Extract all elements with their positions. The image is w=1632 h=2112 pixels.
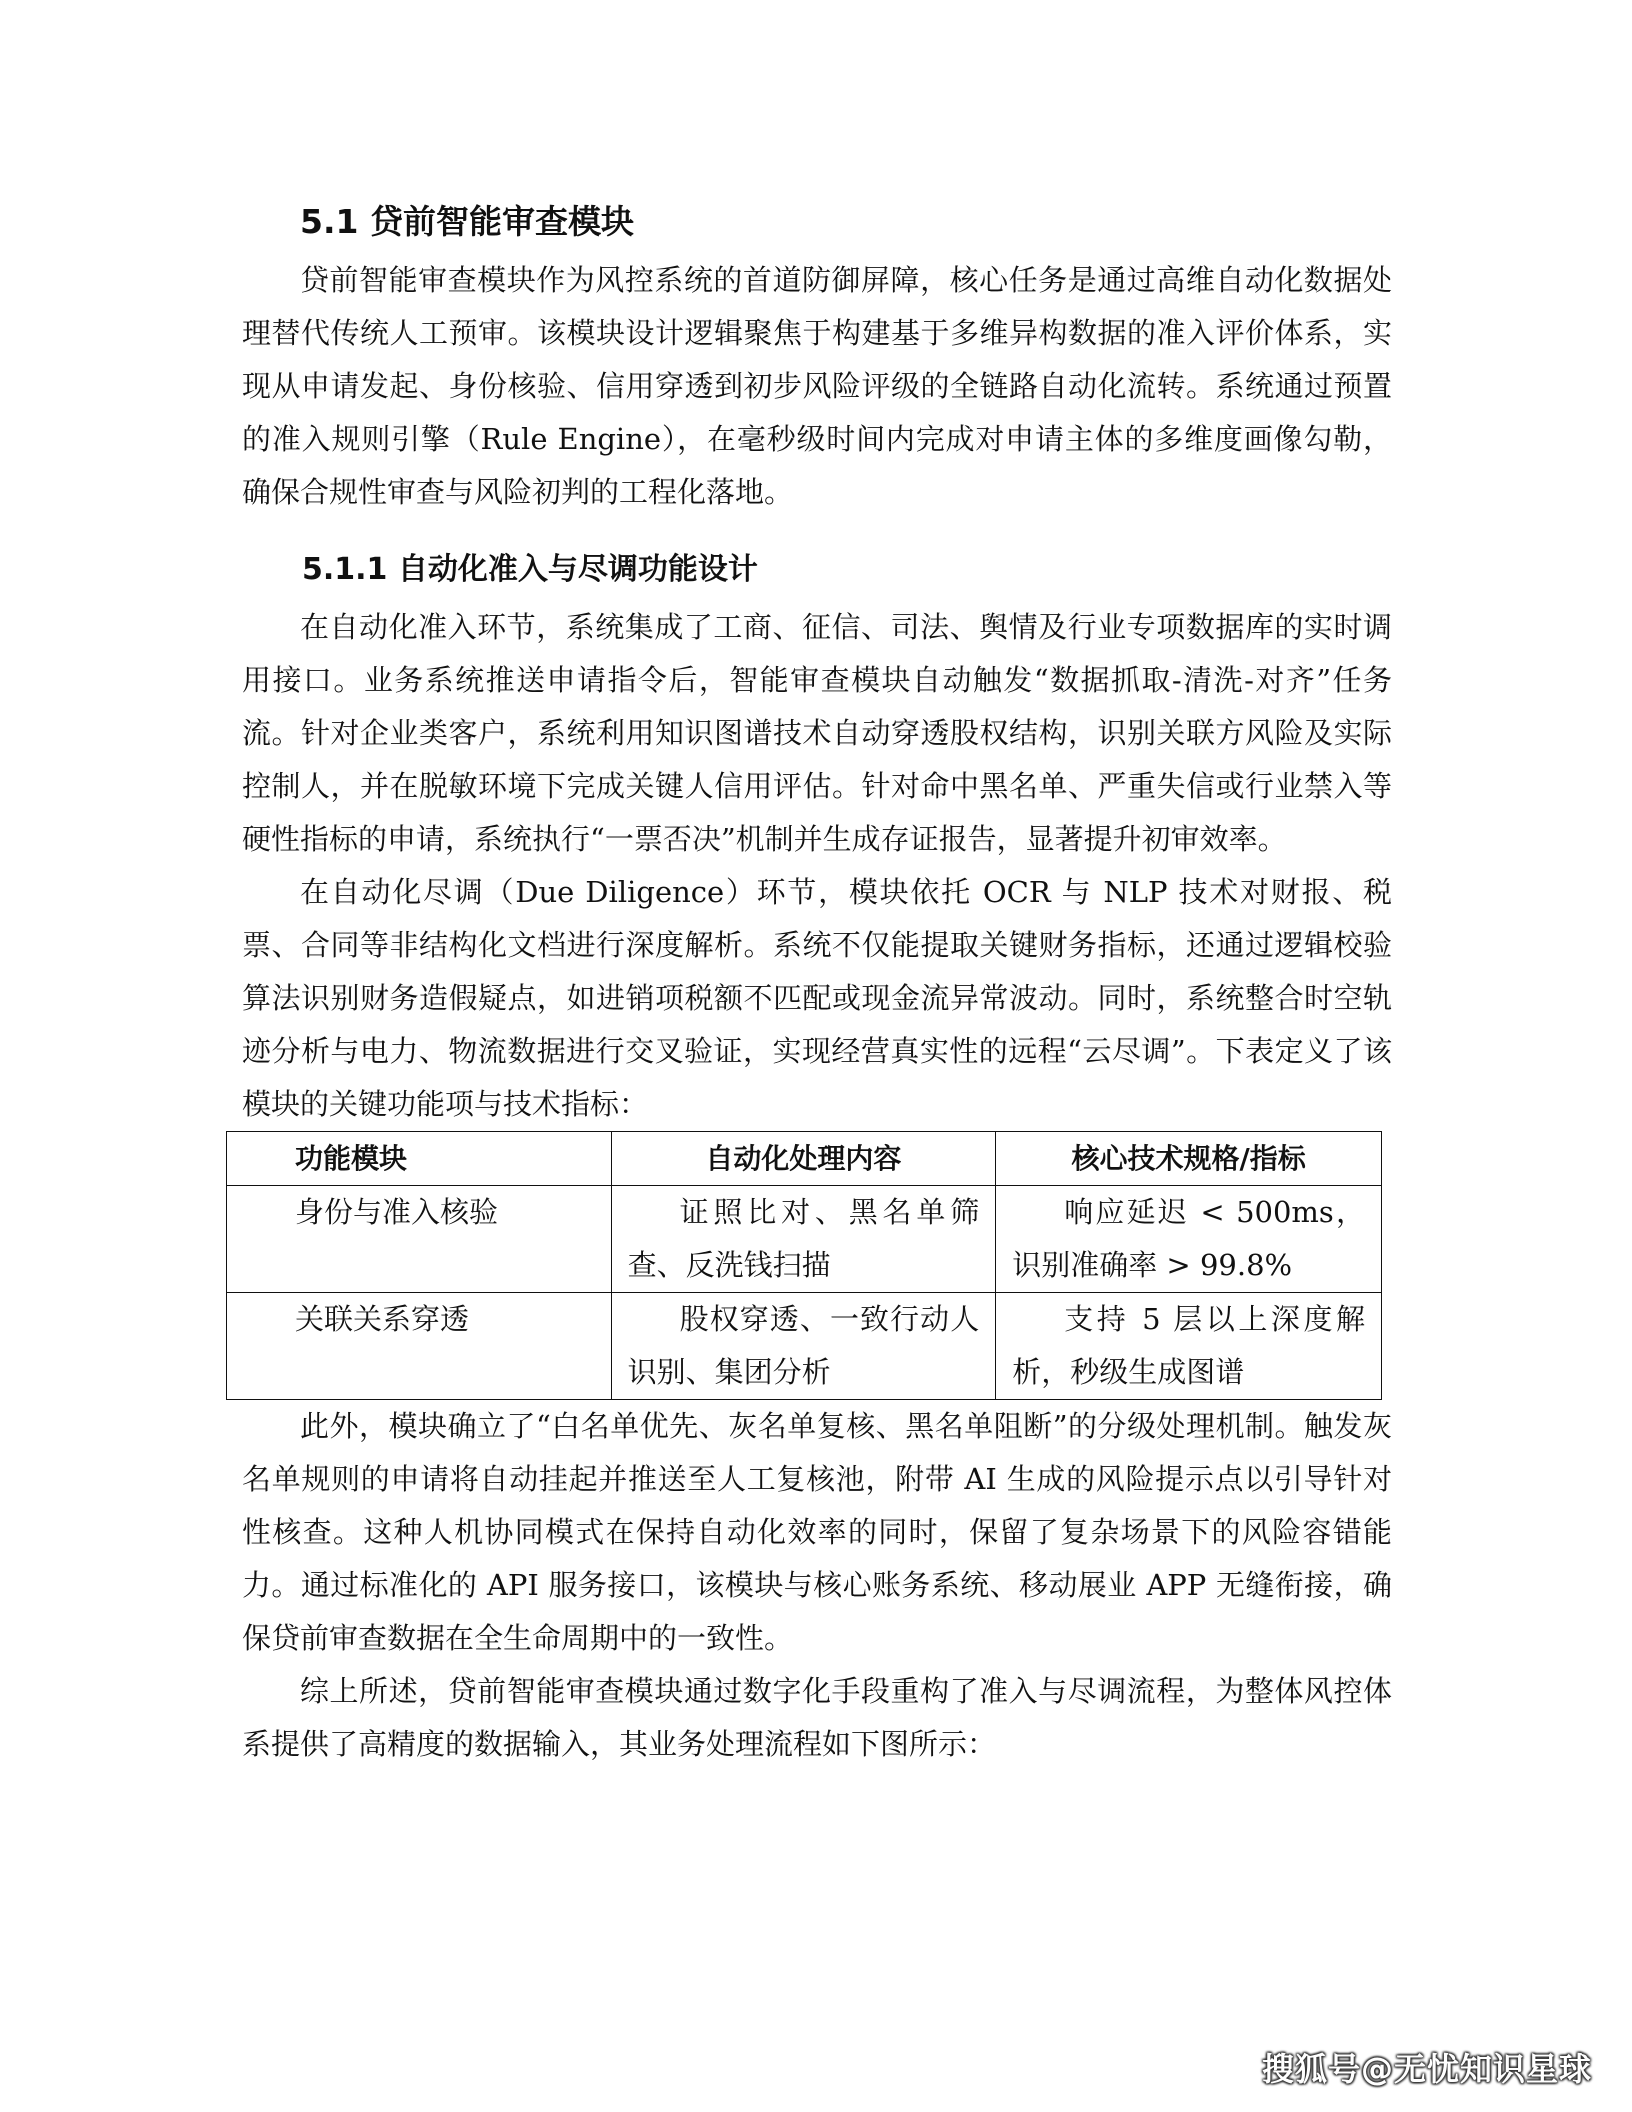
summary-paragraph: 综上所述，贷前智能审查模块通过数字化手段重构了准入与尽调流程，为整体风控体系提供了高精度的数据输入，其业务处理流程如下图所示： <box>242 1674 1392 1761</box>
table-header-module: 功能模块 <box>227 1132 612 1186</box>
subsection-heading: 5.1.1 自动化准入与尽调功能设计 <box>302 552 758 587</box>
table-header-spec: 核心技术规格/指标 <box>996 1132 1382 1186</box>
function-spec-table <box>226 1131 1382 1400</box>
table-cell-module: 关联关系穿透 <box>227 1293 612 1400</box>
table-header-content: 自动化处理内容 <box>611 1132 996 1186</box>
table-header-row <box>227 1132 1382 1186</box>
intro-paragraph: 贷前智能审查模块作为风控系统的首道防御屏障，核心任务是通过高维自动化数据处理替代传统人工预审。该模块设计逻辑聚焦于构建基于多维异构数据的准入评价体系，实现从申请发起、身份核验、信用穿透到初步风险评级的全链路自动化流转。系统通过预置的准入规则引擎（Rule Engine），在毫秒级时间内完成对申请主体的多维度画像勾勒，确保合规性审查与风险初判的工程化落地。 <box>242 263 1392 509</box>
section-heading: 5.1 贷前智能审查模块 <box>300 202 634 241</box>
due-diligence-paragraph: 在自动化尽调（Due Diligence）环节，模块依托 OCR 与 NLP 技术对财报、税票、合同等非结构化文档进行深度解析。系统不仅能提取关键财务指标，还通过逻辑校验算法识别财务造假疑点，如进销项税额不匹配或现金流异常波动。同时，系统整合时空轨迹分析与电力、物流数据进行交叉验证，实现经营真实性的远程“云尽调”。下表定义了该模块的关键功能项与技术指标： <box>242 875 1392 1121</box>
table-cell-spec: 响应延迟 < 500ms，识别准确率 > 99.8% <box>996 1186 1382 1293</box>
table-cell-content: 证照比对、黑名单筛查、反洗钱扫描 <box>611 1186 996 1293</box>
admission-paragraph: 在自动化准入环节，系统集成了工商、征信、司法、舆情及行业专项数据库的实时调用接口。业务系统推送申请指令后，智能审查模块自动触发“数据抓取-清洗-对齐”任务流。针对企业类客户，系统利用知识图谱技术自动穿透股权结构，识别关联方风险及实际控制人，并在脱敏环境下完成关键人信用评估。针对命中黑名单、严重失信或行业禁入等硬性指标的申请，系统执行“一票否决”机制并生成存证报告，显著提升初审效率。 <box>242 610 1392 856</box>
table-cell-content: 股权穿透、一致行动人识别、集团分析 <box>611 1293 996 1400</box>
table-row <box>227 1186 1382 1293</box>
mechanism-paragraph: 此外，模块确立了“白名单优先、灰名单复核、黑名单阻断”的分级处理机制。触发灰名单规则的申请将自动挂起并推送至人工复核池，附带 AI 生成的风险提示点以引导针对性核查。这种人机协同模式在保持自动化效率的同时，保留了复杂场景下的风险容错能力。通过标准化的 API 服务接口，该模块与核心账务系统、移动展业 APP 无缝衔接，确保贷前审查数据在全生命周期中的一致性。 <box>242 1409 1392 1655</box>
document-content <box>242 190 1392 1771</box>
table-cell-spec: 支持 5 层以上深度解析，秒级生成图谱 <box>996 1293 1382 1400</box>
watermark-label: 搜狐号@无忧知识星球 <box>1261 2050 1592 2088</box>
table-row <box>227 1293 1382 1400</box>
table-cell-module: 身份与准入核验 <box>227 1186 612 1293</box>
